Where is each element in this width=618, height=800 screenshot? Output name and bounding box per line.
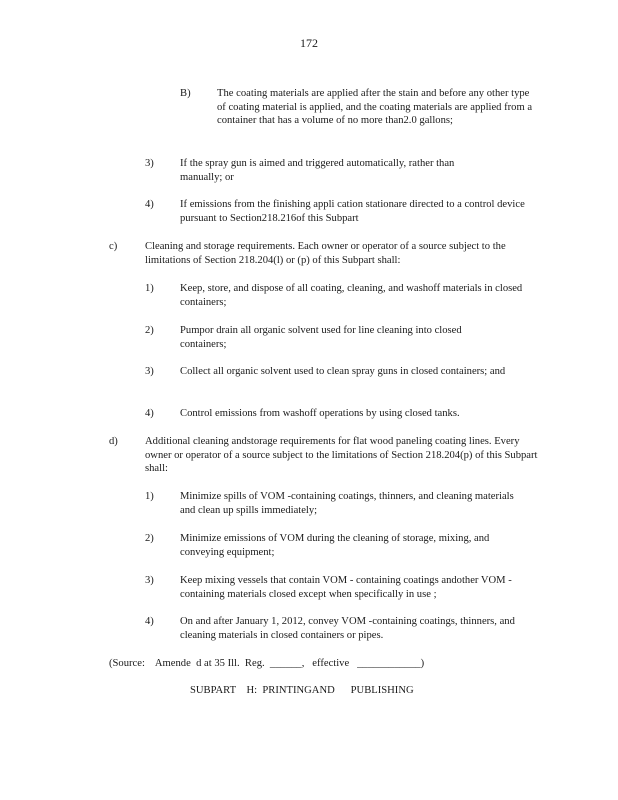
clause-label: 4) bbox=[145, 616, 154, 627]
clause-label: 2) bbox=[145, 533, 154, 544]
clause-text: Keep mixing vessels that contain VOM - containing coatings andother VOM - containing materials closed except when specifically in use ; bbox=[180, 575, 512, 600]
clause-text: Control emissions from washoff operations by using closed tanks. bbox=[180, 408, 460, 419]
section-label: d) bbox=[109, 436, 118, 447]
subpart-heading: SUBPART H: PRINTINGAND PUBLISHING bbox=[190, 685, 414, 696]
clause-label: 1) bbox=[145, 283, 154, 294]
clause-label: 4) bbox=[145, 199, 154, 210]
clause-label: B) bbox=[180, 88, 191, 99]
clause-label: 1) bbox=[145, 491, 154, 502]
clause-text: If emissions from the finishing appli cation stationare directed to a control device pursuant to Section218.216of this Subpart bbox=[180, 199, 525, 224]
clause-label: 3) bbox=[145, 575, 154, 586]
clause-text: On and after January 1, 2012, convey VOM -containing coatings, thinners, and cleaning materials in closed containers or pipes. bbox=[180, 616, 515, 641]
section-text: Additional cleaning andstorage requirements for flat wood paneling coating lines. Every owner or operator of a source subject to the limitations of Section 218.204(p) of this Subpart shall: bbox=[145, 436, 538, 474]
clause-text: Collect all organic solvent used to clean spray guns in closed containers; and bbox=[180, 366, 506, 377]
clause-text: If the spray gun is aimed and triggered automatically, rather than manually; or bbox=[180, 158, 455, 183]
clause-text: Minimize emissions of VOM during the cleaning of storage, mixing, and conveying equipment; bbox=[180, 533, 490, 558]
section-label: c) bbox=[109, 241, 118, 252]
clause-text: Minimize spills of VOM -containing coatings, thinners, and cleaning materials and clean up spills immediately; bbox=[180, 491, 514, 516]
page-number: 172 bbox=[300, 36, 318, 50]
clause-label: 2) bbox=[145, 325, 154, 336]
section-text: Cleaning and storage requirements. Each owner or operator of a source subject to the limitations of Section 218.204(l) or (p) of this Subpart shall: bbox=[145, 241, 506, 266]
source-note: (Source: Amende d at 35 Ill. Reg. ______, effective ____________) bbox=[109, 658, 425, 669]
clause-text: The coating materials are applied after the stain and before any other type of coating material is applied, and the coating materials are applied from a container that has a volume of no more than2.0 gallons; bbox=[217, 88, 533, 126]
clause-text: Keep, store, and dispose of all coating, cleaning, and washoff materials in closed containers; bbox=[180, 283, 523, 308]
clause-label: 3) bbox=[145, 366, 154, 377]
clause-text: Pumpor drain all organic solvent used for line cleaning into closed containers; bbox=[180, 325, 462, 350]
clause-label: 3) bbox=[145, 158, 154, 169]
clause-label: 4) bbox=[145, 408, 154, 419]
